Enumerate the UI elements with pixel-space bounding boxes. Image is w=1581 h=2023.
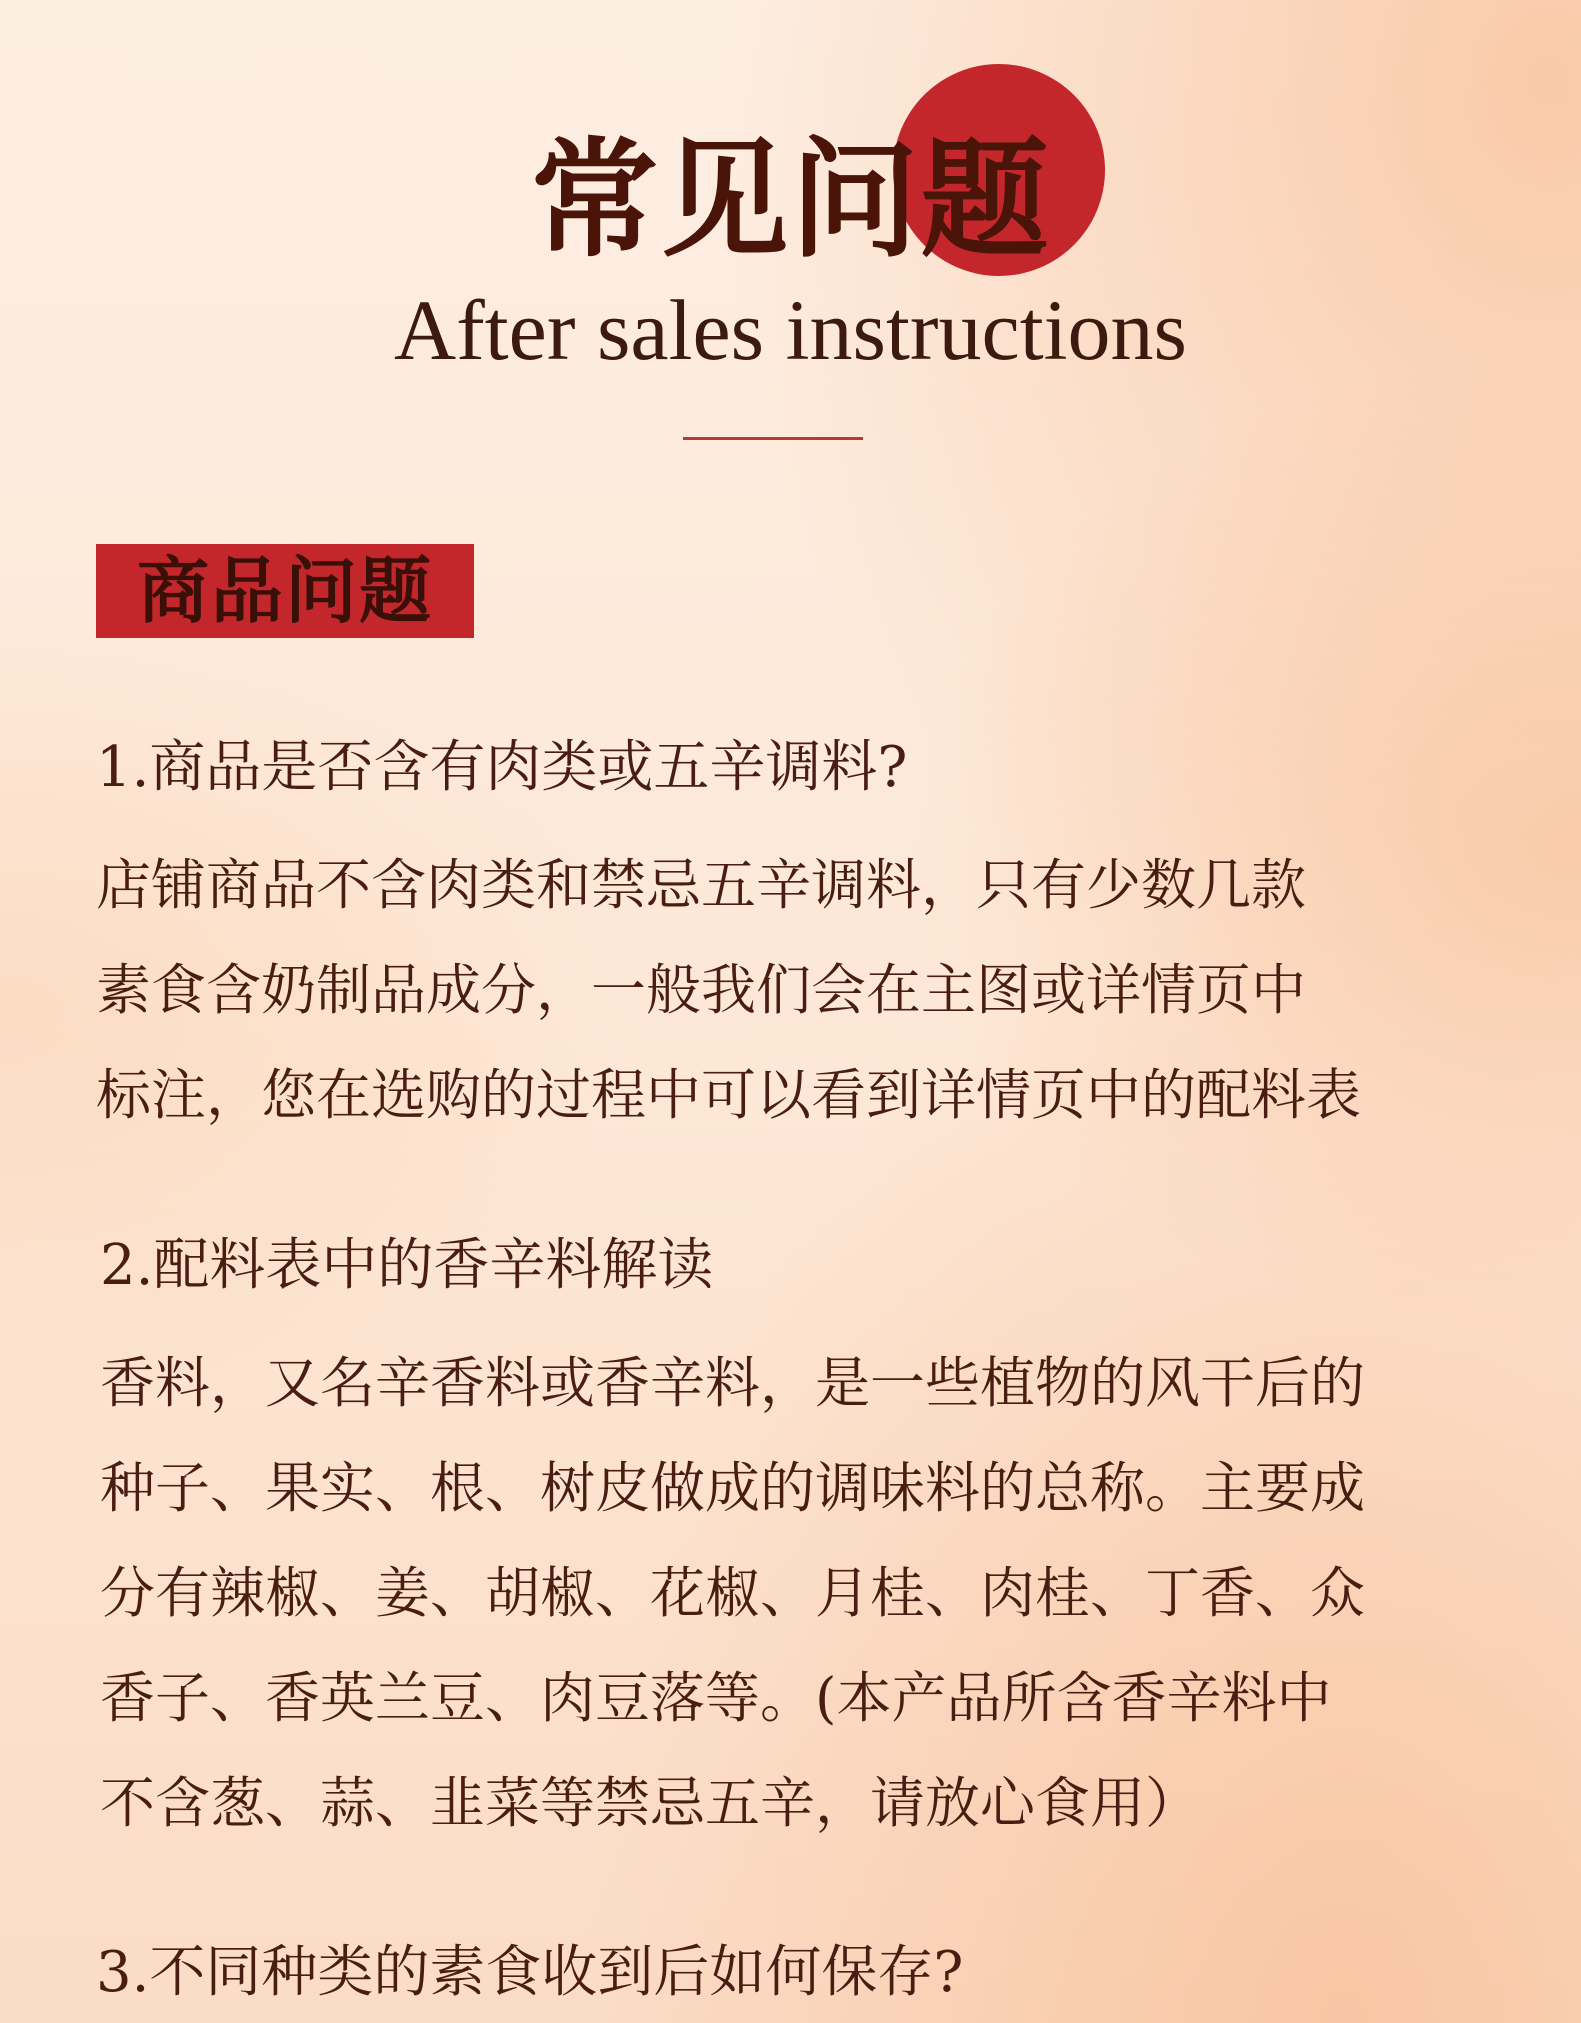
faq-answer <box>100 1331 1520 1856</box>
faq-answer-line: 种子、果实、根、树皮做成的调味料的总称。主要成 <box>100 1456 1366 1520</box>
faq-answer-line: 标注，您在选购的过程中可以看到详情页中的配料表 <box>96 1063 1362 1127</box>
faq-item-2 <box>100 1226 1520 1856</box>
faq-answer-line: 香料，又名辛香料或香辛料，是一些植物的风干后的 <box>100 1351 1366 1415</box>
faq-answer-line: 店铺商品不含肉类和禁忌五辛调料，只有少数几款 <box>96 853 1307 917</box>
faq-answer-line: 不含葱、蒜、韭菜等禁忌五辛，请放心食用） <box>100 1771 1201 1835</box>
page-header <box>0 0 1581 460</box>
faq-answer <box>96 833 1516 1148</box>
faq-question: 1.商品是否含有肉类或五辛调料? <box>96 735 908 800</box>
faq-answer-line: 香子、香英兰豆、肉豆落等。(本产品所含香辛料中 <box>100 1666 1332 1730</box>
faq-answer-line: 分有辣椒、姜、胡椒、花椒、月桂、肉桂、丁香、众 <box>100 1561 1366 1625</box>
section-tag-product-questions: 商品问题 <box>96 544 474 638</box>
faq-answer-line: 素食含奶制品成分，一般我们会在主图或详情页中 <box>96 958 1307 1022</box>
page-title: 常见问题 <box>530 125 1051 275</box>
faq-question: 2.配料表中的香辛料解读 <box>100 1233 714 1298</box>
faq-item-3 <box>96 1933 1516 2013</box>
page-subtitle: After sales instructions <box>394 282 1187 378</box>
faq-item-1 <box>96 728 1516 1148</box>
title-divider <box>683 437 863 440</box>
faq-question: 3.不同种类的素食收到后如何保存? <box>96 1940 964 2005</box>
